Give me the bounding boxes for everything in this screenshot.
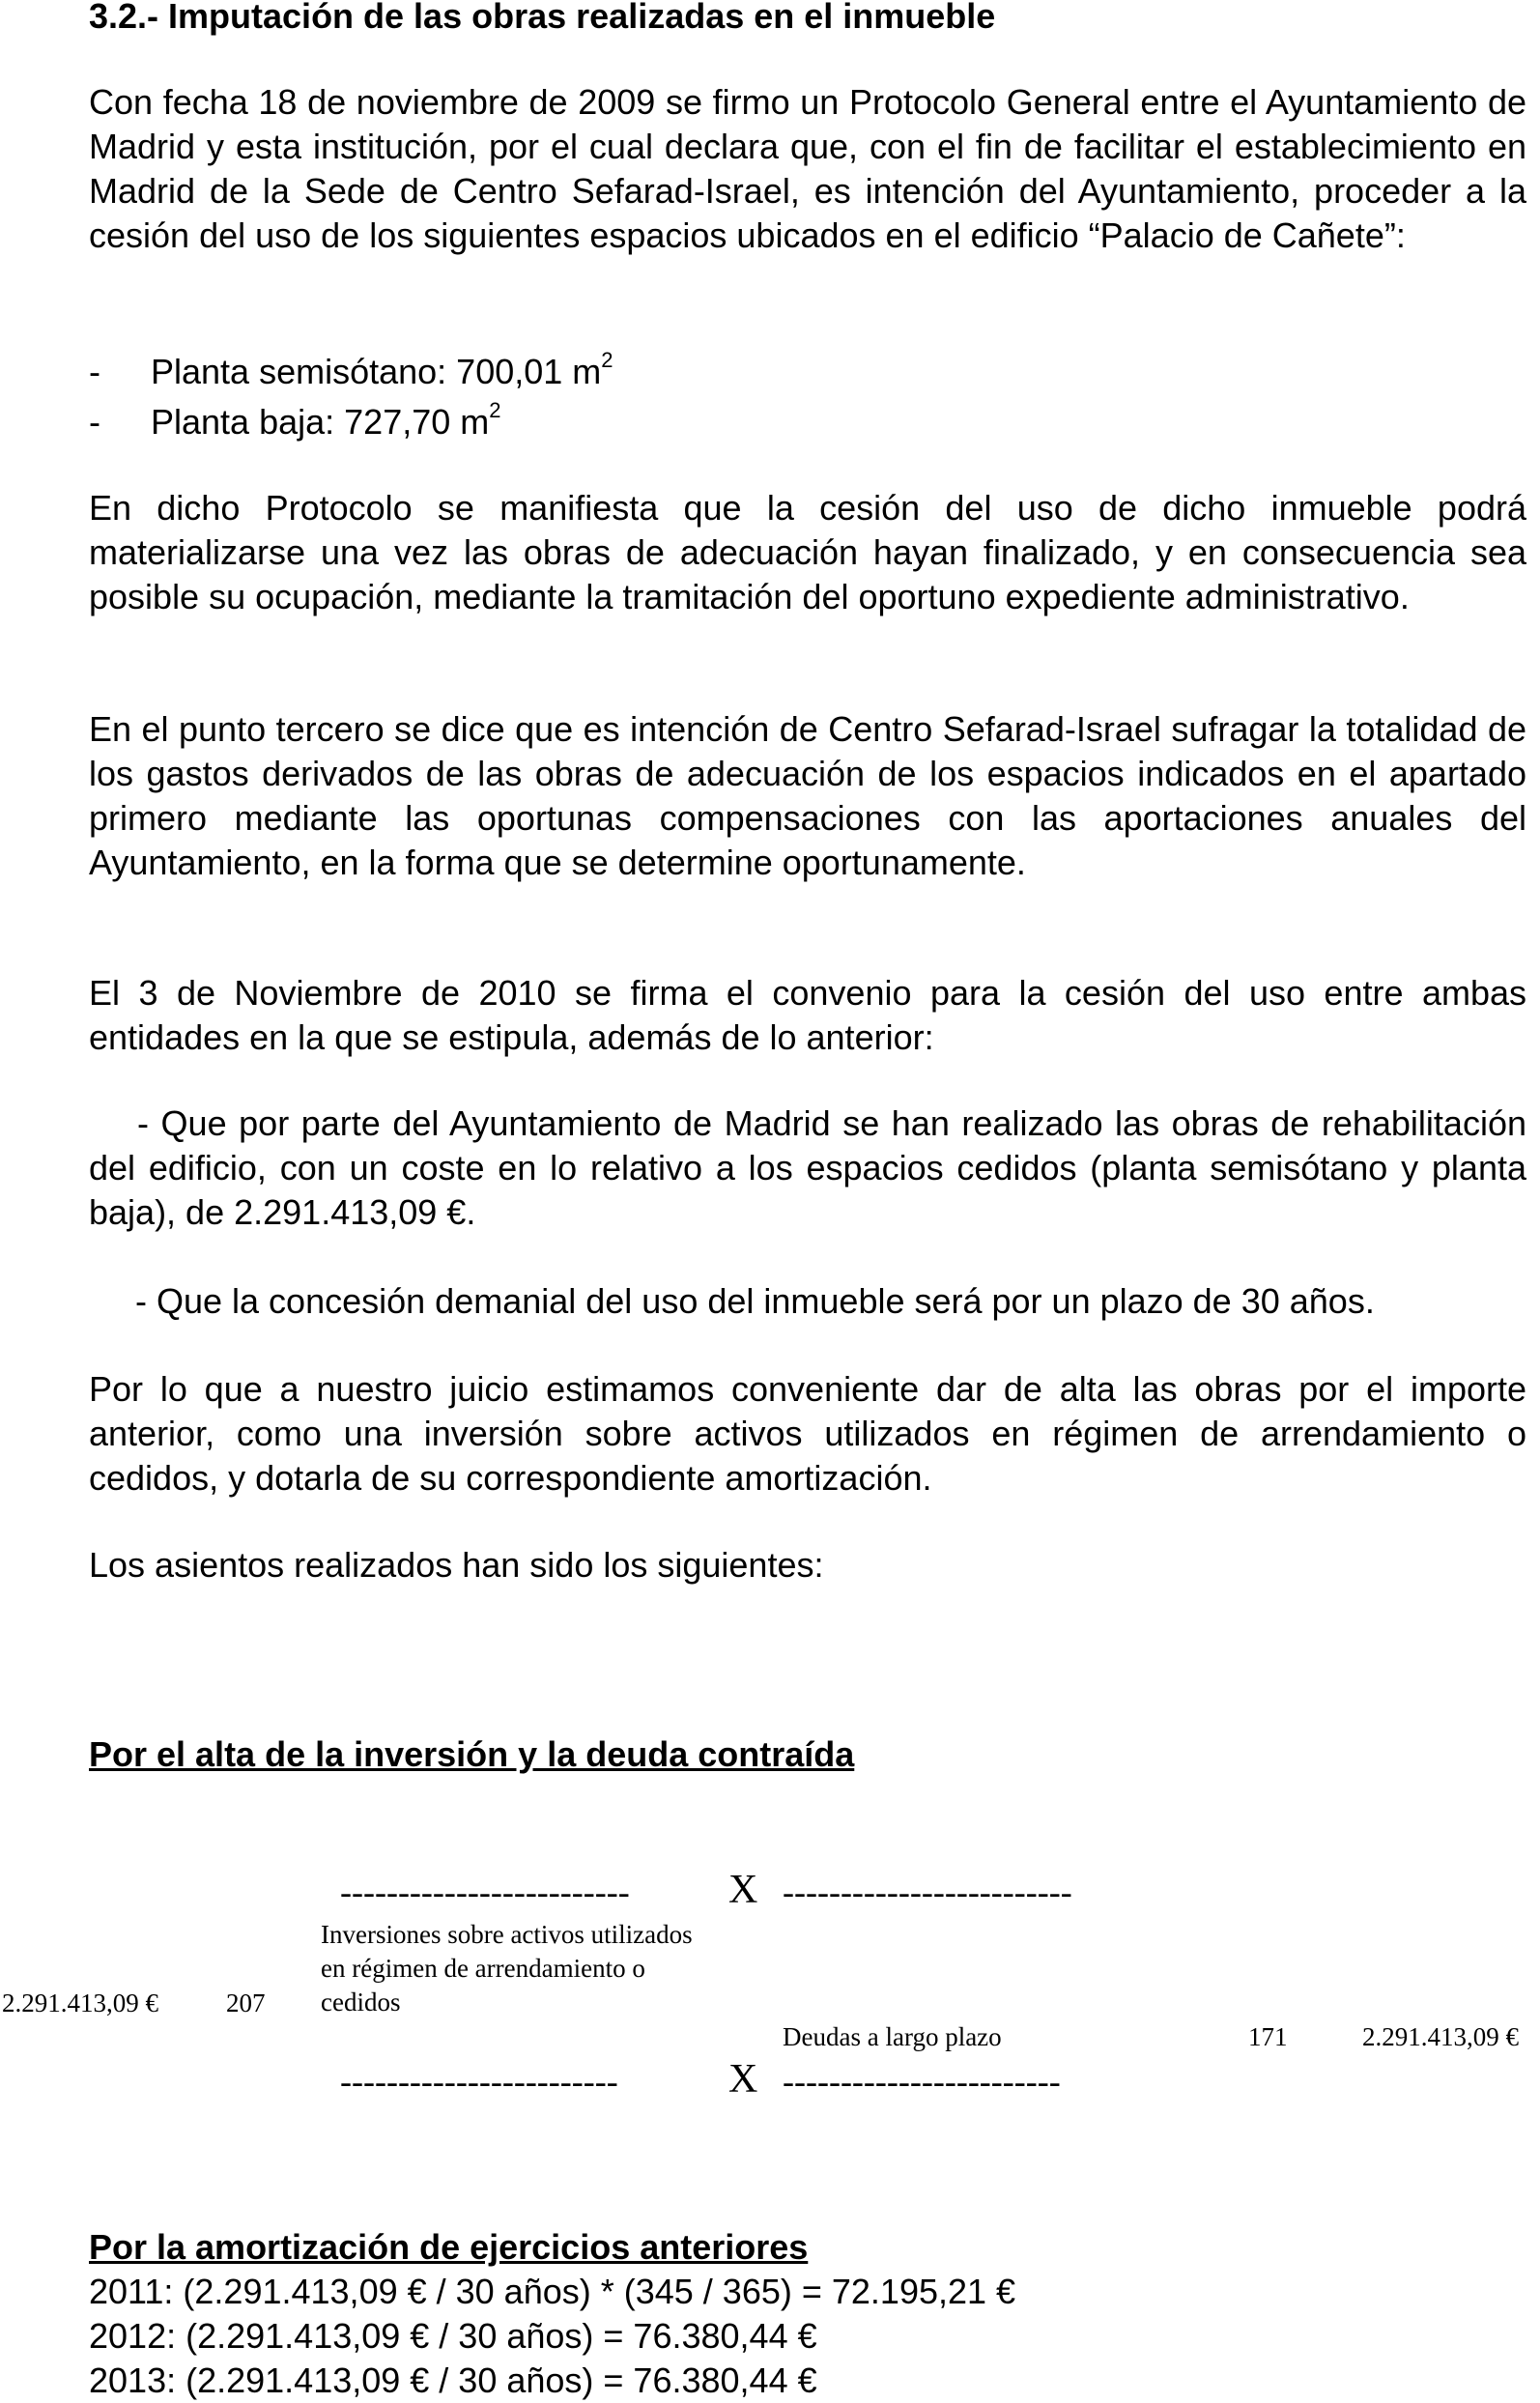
entry-heading-investment: Por el alta de la inversión y la deuda contraída (89, 1734, 855, 1774)
paragraph-concession: - Que la concesión demanial del uso del inmueble será por un plazo de 30 años. (135, 1281, 1375, 1321)
amortization-line: 2013: (2.291.413,09 € / 30 años) = 76.380,44 € (89, 2360, 817, 2400)
section-heading: 3.2.- Imputación de las obras realizadas en el inmueble (89, 0, 996, 36)
separator-x: X (728, 2057, 758, 2102)
credit-amount: 2.291.413,09 € (1362, 2022, 1519, 2051)
bullet-text: Planta semisótano: 700,01 m (151, 352, 602, 391)
bullet-text: Planta baja: 727,70 m (151, 402, 490, 442)
paragraph-rehabilitation: - Que por parte del Ayuntamiento de Madrid se han realizado las obras de rehabilitación del edificio, con un coste en lo relativo a los espacios cedidos (planta semisótano y planta baja), de 2.291.413,09 €. (89, 1103, 1526, 1232)
bullet-dash: - (89, 352, 100, 391)
paragraph-entries-intro: Los asientos realizados han sido los siguientes: (89, 1545, 824, 1585)
separator-x: X (728, 1868, 758, 1912)
bullet-item (89, 400, 501, 444)
credit-account-number: 171 (1248, 2022, 1288, 2051)
bullet-dash: - (89, 402, 100, 442)
bullet-item (89, 350, 613, 394)
superscript: 2 (601, 348, 613, 372)
amortization-line: 2012: (2.291.413,09 € / 30 años) = 76.380,44 € (89, 2316, 817, 2356)
paragraph-protocol-manifest: En dicho Protocolo se manifiesta que la cesión del uso de dicho inmueble podrá materializarse una vez las obras de adecuación hayan finalizado, y en consecuencia sea posible su ocupación, mediante la tramitación del oportuno expediente administrativo. (89, 488, 1526, 616)
paragraph-agreement: El 3 de Noviembre de 2010 se firma el convenio para la cesión del uso entre ambas entidades en la que se estipula, además de lo anterior: (89, 973, 1526, 1057)
entry-heading-amortization: Por la amortización de ejercicios anteriores (89, 2227, 809, 2267)
paragraph-third-point: En el punto tercero se dice que es intención de Centro Sefarad-Israel sufragar la totalidad de los gastos derivados de las obras de adecuación de los espacios indicados en el apartado primero mediante las oportunas compensaciones con las aportaciones anuales del Ayuntamiento, en la forma que se determine oportunamente. (89, 709, 1526, 882)
credit-account-label: Deudas a largo plazo (783, 2022, 1002, 2051)
amortization-line: 2011: (2.291.413,09 € / 30 años) * (345 / 365) = 72.195,21 € (89, 2272, 1016, 2311)
debit-account-label: cedidos (321, 1988, 401, 2017)
debit-account-number: 207 (226, 1988, 266, 2017)
paragraph-conclusion: Por lo que a nuestro juicio estimamos conveniente dar de alta las obras por el importe anterior, como una inversión sobre activos utilizados en régimen de arrendamiento o cedidos, y dotarla de su correspondiente amortización. (89, 1369, 1526, 1498)
debit-amount: 2.291.413,09 € (2, 1988, 158, 2017)
debit-account-label: Inversiones sobre activos utilizados (321, 1920, 693, 1949)
separator-dashes: ------------------------ (783, 2062, 1061, 2101)
superscript: 2 (489, 398, 501, 422)
separator-dashes: ------------------------- (340, 1873, 630, 1911)
paragraph-protocol: Con fecha 18 de noviembre de 2009 se firmo un Protocolo General entre el Ayuntamiento de Madrid y esta institución, por el cual declara que, con el fin de facilitar el establecimiento en Madrid de la Sede de Centro Sefarad-Israel, es intención del Ayuntamiento, proceder a la cesión del uso de los siguientes espacios ubicados en el edificio “Palacio de Cañete”: (89, 82, 1526, 255)
separator-dashes: ------------------------ (340, 2062, 618, 2101)
debit-account-label: en régimen de arrendamiento o (321, 1954, 645, 1983)
separator-dashes: ------------------------- (783, 1873, 1072, 1911)
